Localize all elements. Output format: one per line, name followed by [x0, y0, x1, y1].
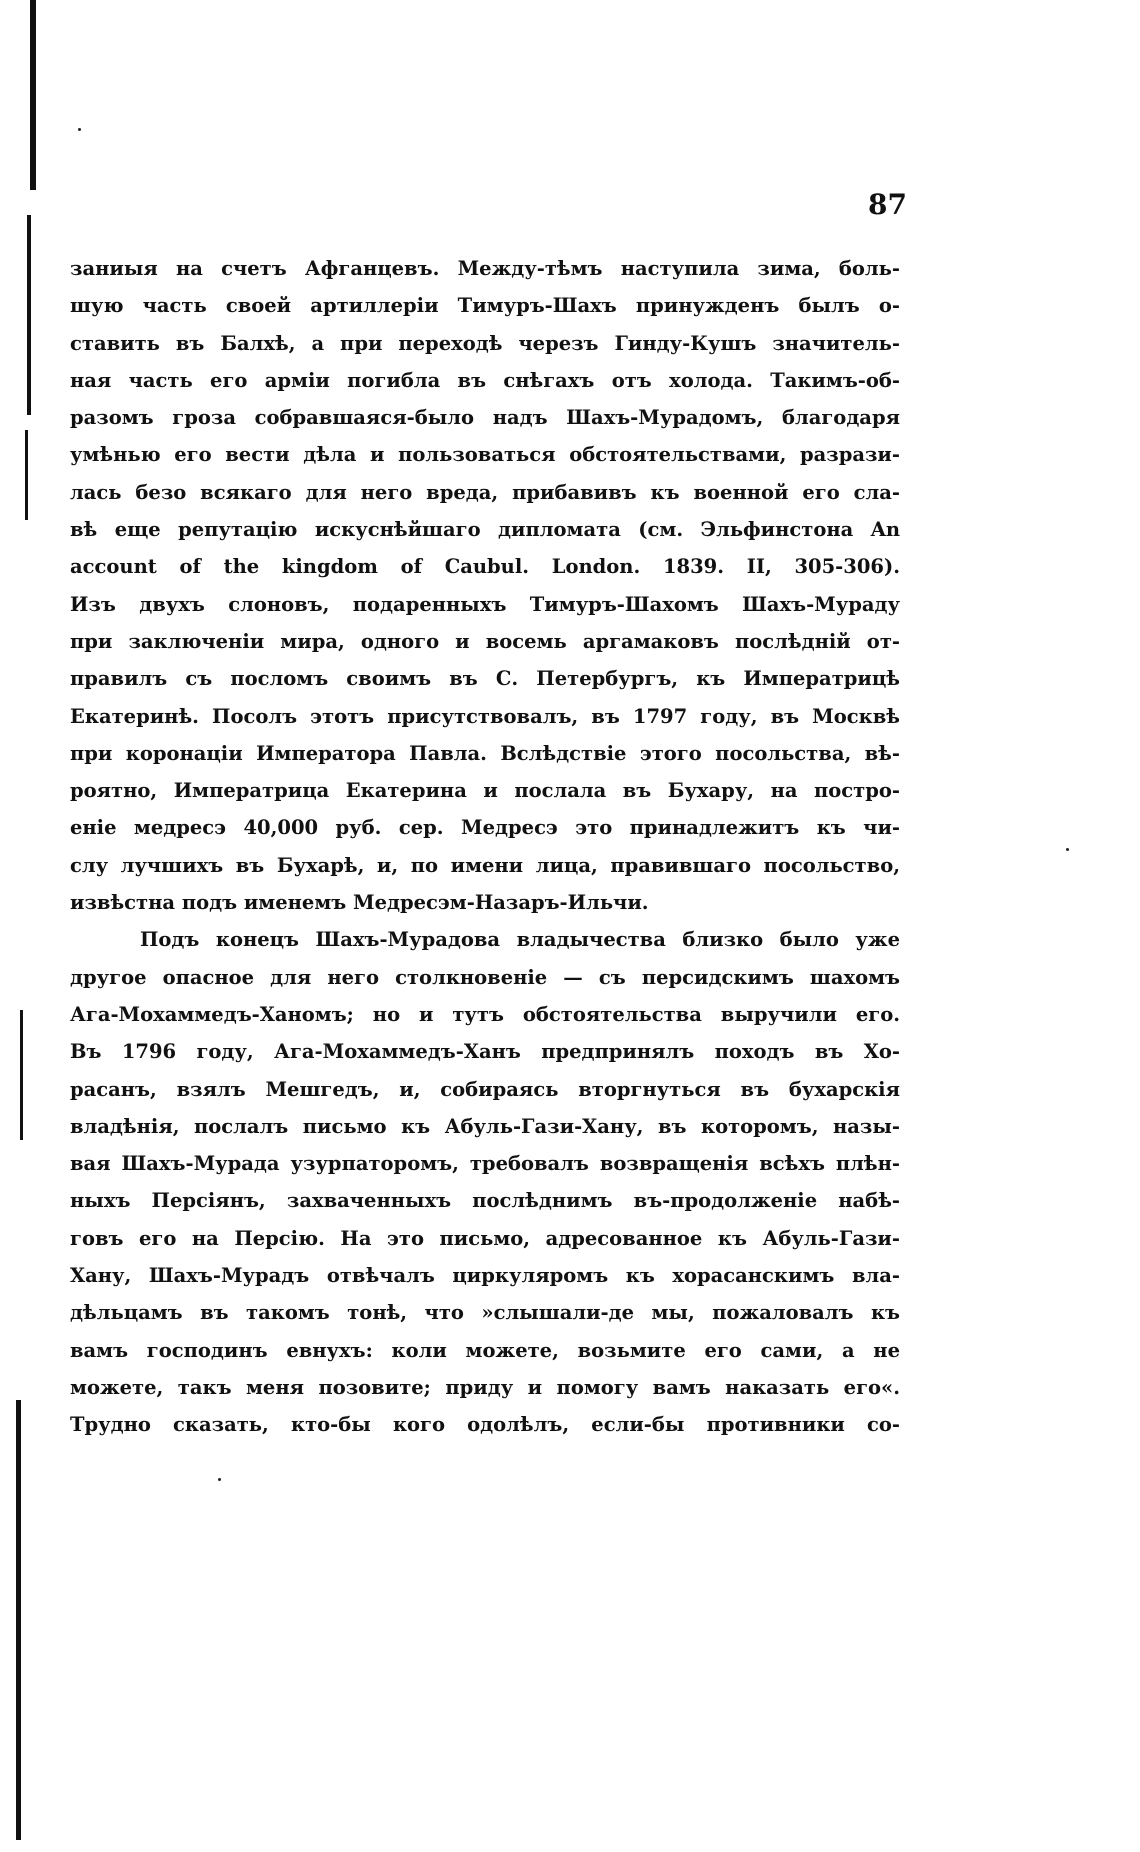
text-line: заниыя на счетъ Афганцевъ. Между-тѣмъ наступила зима, боль-	[70, 257, 900, 280]
text-line: ныхъ Персіянъ, захваченныхъ послѣднимъ въ-продолженіе набѣ-	[70, 1189, 900, 1213]
text-line: роятно, Императрица Екатерина и послала въ Бухару, на постро-	[70, 779, 900, 803]
margin-rule-upper	[27, 215, 31, 415]
text-line: ставить въ Балхѣ, а при переходѣ черезъ Гинду-Кушъ значитель-	[70, 331, 900, 355]
margin-rule-middle	[25, 430, 28, 520]
scan-speck	[1066, 848, 1069, 851]
text-line: другое опасное для него столкновеніе — съ персидскимъ шахомъ	[70, 965, 900, 989]
text-line: правилъ съ посломъ своимъ въ С. Петербургъ, къ Императрицѣ	[70, 667, 900, 691]
page-number: 87	[868, 188, 907, 221]
text-line: дѣльцамъ въ такомъ тонѣ, что »слышали-де мы, пожаловалъ къ	[70, 1301, 900, 1325]
text-line: можете, такъ меня позовите; приду и помогу вамъ наказать его«.	[70, 1375, 900, 1399]
text-line: шую часть своей артиллеріи Тимуръ-Шахъ принужденъ былъ о-	[70, 294, 900, 318]
body-text	[70, 250, 900, 1444]
margin-rule-bottom	[16, 1400, 21, 1840]
text-line: умѣнью его вести дѣла и пользоваться обстоятельствами, разрази-	[70, 443, 900, 467]
margin-rule-lower	[20, 1010, 23, 1140]
text-line: Екатеринѣ. Посолъ этотъ присутствовалъ, въ 1797 году, въ Москвѣ	[70, 704, 900, 728]
text-line: ная часть его арміи погибла въ снѣгахъ отъ холода. Такимъ-об-	[70, 368, 900, 392]
text-line: слу лучшихъ въ Бухарѣ, и, по имени лица, правившаго посольство,	[70, 853, 900, 877]
text-line: извѣстна подъ именемъ Медресэм-Назаръ-Ильчи.	[70, 891, 649, 915]
text-line: Трудно сказать, кто-бы кого одолѣлъ, если-бы противники со-	[70, 1413, 900, 1437]
margin-rule-top	[30, 0, 36, 190]
text-line: еніе медресэ 40,000 руб. сер. Медресэ это принадлежитъ къ чи-	[70, 816, 900, 840]
text-line: вая Шахъ-Мурада узурпаторомъ, требовалъ возвращенія всѣхъ плѣн-	[70, 1152, 900, 1176]
scan-speck	[218, 1478, 221, 1481]
text-line: Ага-Мохаммедъ-Ханомъ; но и тутъ обстоятельства выручили его.	[70, 1002, 900, 1026]
text-line: расанъ, взялъ Мешгедъ, и, собираясь вторгнуться въ бухарскія	[70, 1077, 900, 1101]
text-line: вамъ господинъ евнухъ: коли можете, возьмите его сами, а не	[70, 1338, 900, 1362]
text-line: Подъ конецъ Шахъ-Мурадова владычества близко было уже	[140, 928, 900, 952]
scan-speck	[78, 128, 81, 131]
text-line: при коронаціи Императора Павла. Вслѣдствіе этого посольства, вѣ-	[70, 741, 900, 765]
text-line: владѣнія, послалъ письмо къ Абуль-Гази-Хану, въ которомъ, назы-	[70, 1114, 900, 1138]
text-line: Въ 1796 году, Ага-Мохаммедъ-Ханъ предпринялъ походъ въ Хо-	[70, 1040, 900, 1064]
text-line: Хану, Шахъ-Мурадъ отвѣчалъ циркуляромъ къ хорасанскимъ вла-	[70, 1264, 900, 1288]
text-line: разомъ гроза собравшаяся-было надъ Шахъ-Мурадомъ, благодаря	[70, 406, 900, 430]
text-line: при заключеніи мира, одного и восемь аргамаковъ послѣдній от-	[70, 629, 900, 653]
text-line: Изъ двухъ слоновъ, подаренныхъ Тимуръ-Шахомъ Шахъ-Мураду	[70, 592, 900, 616]
text-line: вѣ еще репутацію искуснѣйшаго дипломата (см. Эльфинстона An	[70, 518, 900, 542]
text-line: account of the kingdom of Caubul. London. 1839. II, 305-306).	[70, 555, 900, 579]
text-line: говъ его на Персію. На это письмо, адресованное къ Абуль-Гази-	[70, 1226, 900, 1250]
text-line: лась безо всякаго для него вреда, прибавивъ къ военной его сла-	[70, 480, 900, 504]
